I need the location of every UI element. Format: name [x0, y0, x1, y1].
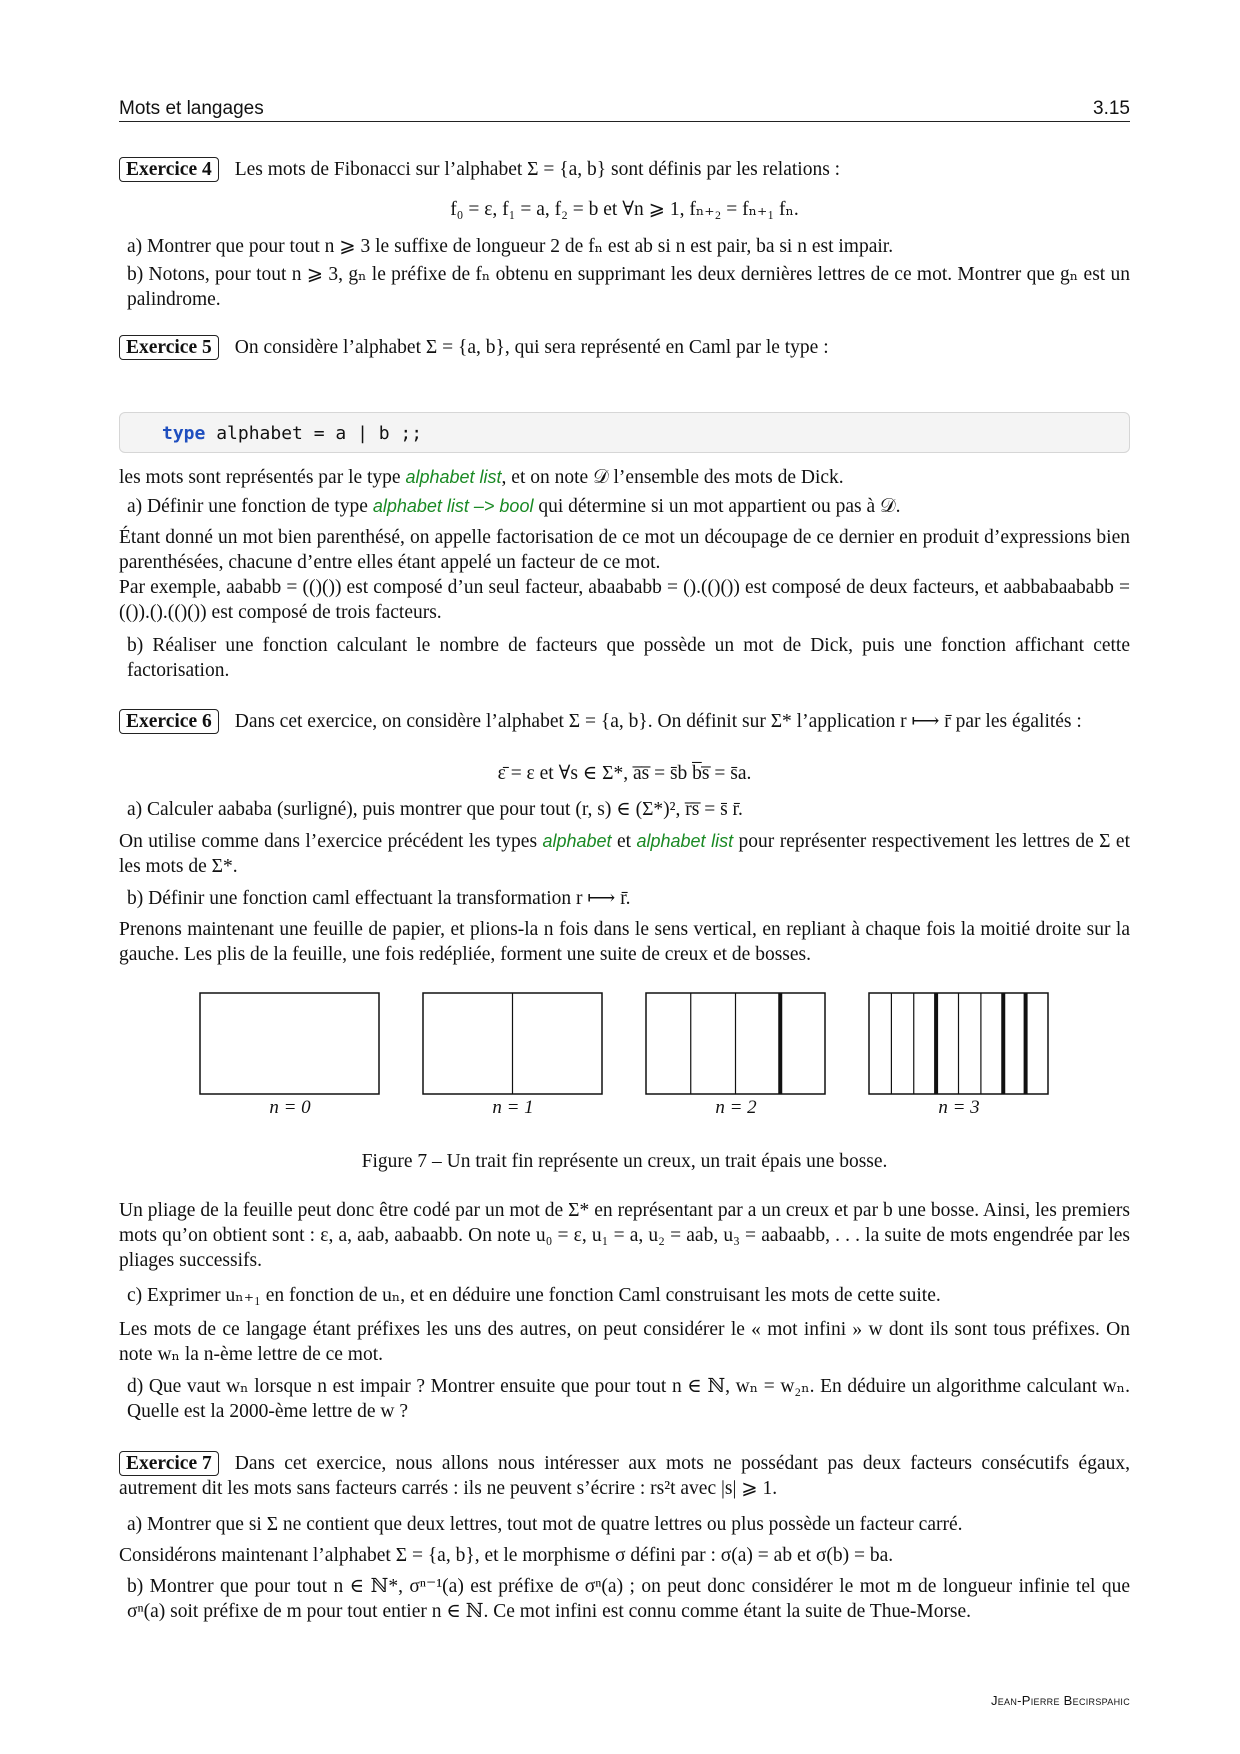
ex4-question-a: a) Montrer que pour tout n ⩾ 3 le suffixe de longueur 2 de fₙ est ab si n est pair, ba si n est impair.	[127, 236, 894, 257]
ex7-intro	[119, 1451, 1130, 1501]
code-text: alphabet = a | b ;;	[205, 423, 423, 444]
ex7-label: Exercice 7	[119, 1451, 219, 1476]
ex6-formula: ε̄ = ε et ∀s ∈ Σ*, a̅s̅ = s̄b b̅s̅ = s̄a.	[497, 763, 752, 784]
code-inline-alphabet: alphabet	[542, 831, 612, 851]
figure-caption: Figure 7 – Un trait fin représente un creux, un trait épais une bosse.	[361, 1151, 888, 1172]
ex6-paragraph-4: Les mots de ce langage étant préfixes les uns des autres, on peut considérer le « mot infini » w dont ils sont tous préfixes. On note wₙ la n-ème lettre de ce mot.	[119, 1319, 1130, 1365]
author-footer: Jean-Pierre Becirspahic	[990, 1693, 1130, 1708]
chapter-title: Mots et langages	[119, 98, 264, 119]
code-inline-alphabet-list: alphabet list	[405, 467, 502, 487]
ex5-label: Exercice 5	[119, 335, 219, 360]
ex6-question-c: c) Exprimer uₙ₊₁ en fonction de uₙ, et en déduire une fonction Caml construisant les mots de cette suite.	[127, 1285, 941, 1306]
fig-label-n0: n = 0	[269, 1097, 311, 1118]
ex4-label: Exercice 4	[119, 157, 219, 182]
ex6-paragraph-2: Prenons maintenant une feuille de papier, et plions-la n fois dans le sens vertical, en repliant à chaque fois la moitié droite sur la gauche. Les plis de la feuille, une fois redépliée, forment une suite de creux et de bosses.	[119, 919, 1130, 965]
ex4-intro-text: Les mots de Fibonacci sur l’alphabet Σ = {a, b} sont définis par les relations :	[234, 159, 841, 180]
ex6-label: Exercice 6	[119, 709, 219, 734]
code-inline-alphabet-list-2: alphabet list	[636, 831, 734, 851]
page-number: 3.15	[1093, 98, 1130, 119]
ex7-question-a: a) Montrer que si Σ ne contient que deux lettres, tout mot de quatre lettres ou plus possède un facteur carré.	[127, 1514, 963, 1535]
ex5-paragraph-2: Étant donné un mot bien parenthésé, on appelle factorisation de ce mot un découpage de ce dernier en produit d’expressions bien parenthésées, chacune d’entre elles étant appelé un facteur de ce mot.	[119, 527, 1130, 573]
code-inline-type: alphabet list –> bool	[372, 496, 534, 516]
fig-label-n3: n = 3	[938, 1097, 980, 1118]
fig-label-n1: n = 1	[492, 1097, 534, 1118]
ex6-question-d: d) Que vaut wₙ lorsque n est impair ? Montrer ensuite que pour tout n ∈ ℕ, wₙ = w₂ₙ. En déduire un algorithme calculant wₙ. Quelle est la 2000-ème lettre de w ?	[127, 1376, 1130, 1422]
code-keyword: type	[162, 423, 206, 444]
ex7-paragraph-1: Considérons maintenant l’alphabet Σ = {a, b}, et le morphisme σ défini par : σ(a) = ab et σ(b) = ba.	[119, 1545, 894, 1566]
ex6-p1-pre: On utilise comme dans l’exercice précédent les types	[119, 831, 543, 852]
ex6-p1-mid: et	[611, 831, 637, 852]
ex6-question-a: a) Calculer aababa (surligné), puis montrer que pour tout (r, s) ∈ (Σ*)², r̅s̅ = s̄ r̄.	[127, 799, 743, 820]
ex4-formula: f₀ = ε, f₁ = a, f₂ = b et ∀n ⩾ 1, fₙ₊₂ = fₙ₊₁ fₙ.	[450, 199, 799, 220]
ex6-question-b: b) Définir une fonction caml effectuant la transformation r ⟼ r̄.	[127, 888, 631, 909]
ex6-p1-post: pour représenter respectivement les lettres de Σ et les mots de Σ*.	[119, 831, 1131, 877]
ex5-a-pre: a) Définir une fonction de type	[127, 496, 373, 517]
fig-label-n2: n = 2	[715, 1097, 757, 1118]
ex5-p1-pre: les mots sont représentés par le type	[119, 467, 406, 488]
ex4-question-b: b) Notons, pour tout n ⩾ 3, gₙ le préfixe de fₙ obtenu en supprimant les deux dernières lettres de ce mot. Montrer que gₙ est un palindrome.	[127, 264, 1130, 310]
ex7-intro-text: Dans cet exercice, nous allons nous intéresser aux mots ne possédant pas deux facteurs consécutifs égaux, autrement dit les mots sans facteurs carrés : ils ne peuvent s’écrire : rs²t avec |s| ⩾ 1.	[119, 1453, 1130, 1499]
ex6-intro-text: Dans cet exercice, on considère l’alphabet Σ = {a, b}. On définit sur Σ* l’application r ⟼ r̄ par les égalités :	[234, 711, 1082, 732]
ex5-a-post: qui détermine si un mot appartient ou pas à 𝒟.	[533, 496, 901, 517]
sheet-n0	[200, 993, 379, 1094]
ex5-intro-text: On considère l’alphabet Σ = {a, b}, qui sera représenté en Caml par le type :	[234, 337, 829, 358]
ex6-paragraph-3: Un pliage de la feuille peut donc être codé par un mot de Σ* en représentant par a un creux et par b une bosse. Ainsi, les premiers mots qu’on obtient sont : ε, a, aab, aabaabb. On note u₀ = ε, u₁ = a, u₂ = aab, u₃ = aabaabb, . . . la suite de mots engendrée par les pliages successifs.	[119, 1200, 1130, 1271]
ex7-question-b: b) Montrer que pour tout n ∈ ℕ*, σⁿ⁻¹(a) est préfixe de σⁿ(a) ; on peut donc considérer le mot m de longueur infinie tel que σⁿ(a) soit préfixe de m pour tout entier n ∈ ℕ. Ce mot infini est connu comme étant la suite de Thue-Morse.	[127, 1576, 1130, 1622]
ex5-paragraph-3: Par exemple, aababb = (()()) est composé d’un seul facteur, abaababb = ().(()()) est composé de deux facteurs, et aabbabaababb = (()).().(()()) est composé de trois facteurs.	[119, 577, 1130, 623]
ex5-p1-post: , et on note 𝒟 l’ensemble des mots de Dick.	[501, 467, 844, 488]
ex5-question-b: b) Réaliser une fonction calculant le nombre de facteurs que possède un mot de Dick, puis une fonction affichant cette factorisation.	[127, 635, 1130, 681]
